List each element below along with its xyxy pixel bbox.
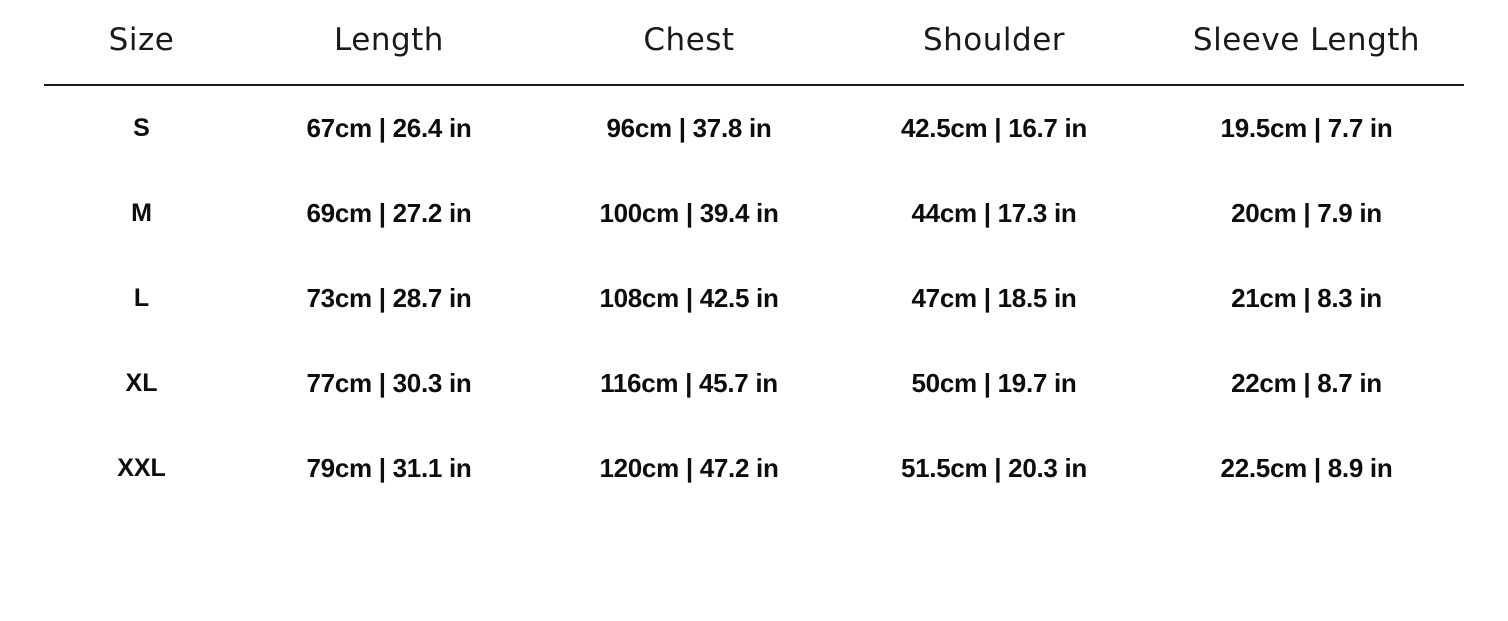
column-header-sleeve-length: Sleeve Length: [1192, 22, 1421, 58]
cell-chest: 108cm | 42.5 in: [599, 283, 779, 313]
cell-shoulder: 42.5cm | 16.7 in: [900, 113, 1088, 143]
cell-chest: 116cm | 45.7 in: [600, 368, 778, 398]
cell-length: 79cm | 31.1 in: [306, 453, 472, 483]
table-row: [44, 256, 1464, 341]
cell-chest: 120cm | 47.2 in: [599, 453, 779, 483]
table-body: [44, 85, 1464, 511]
column-header-chest: Chest: [643, 22, 735, 58]
cell-size: S: [133, 114, 150, 142]
cell-shoulder: 44cm | 17.3 in: [911, 198, 1077, 228]
column-header-size: Size: [108, 22, 175, 58]
cell-length: 69cm | 27.2 in: [306, 198, 472, 228]
cell-sleeve: 22.5cm | 8.9 in: [1220, 453, 1393, 483]
table-row: [44, 85, 1464, 171]
header-row: [44, 0, 1464, 85]
cell-shoulder: 47cm | 18.5 in: [911, 283, 1077, 313]
cell-chest: 100cm | 39.4 in: [599, 198, 779, 228]
cell-size: XXL: [117, 454, 166, 482]
cell-length: 73cm | 28.7 in: [306, 283, 472, 313]
cell-shoulder: 51.5cm | 20.3 in: [900, 453, 1088, 483]
cell-size: L: [133, 284, 150, 312]
table-header: [44, 0, 1464, 85]
size-chart-table: [44, 0, 1464, 511]
cell-sleeve: 19.5cm | 7.7 in: [1220, 113, 1393, 143]
table-row: [44, 426, 1464, 511]
cell-size: M: [131, 199, 152, 227]
cell-length: 67cm | 26.4 in: [306, 113, 472, 143]
cell-length: 77cm | 30.3 in: [306, 368, 472, 398]
cell-size: XL: [125, 369, 158, 397]
table-row: [44, 171, 1464, 256]
cell-sleeve: 20cm | 7.9 in: [1231, 198, 1382, 228]
column-header-length: Length: [334, 22, 444, 58]
cell-sleeve: 22cm | 8.7 in: [1231, 368, 1382, 398]
cell-chest: 96cm | 37.8 in: [606, 113, 772, 143]
column-header-shoulder: Shoulder: [922, 22, 1066, 58]
cell-shoulder: 50cm | 19.7 in: [911, 368, 1077, 398]
cell-sleeve: 21cm | 8.3 in: [1231, 283, 1382, 313]
table-row: [44, 341, 1464, 426]
